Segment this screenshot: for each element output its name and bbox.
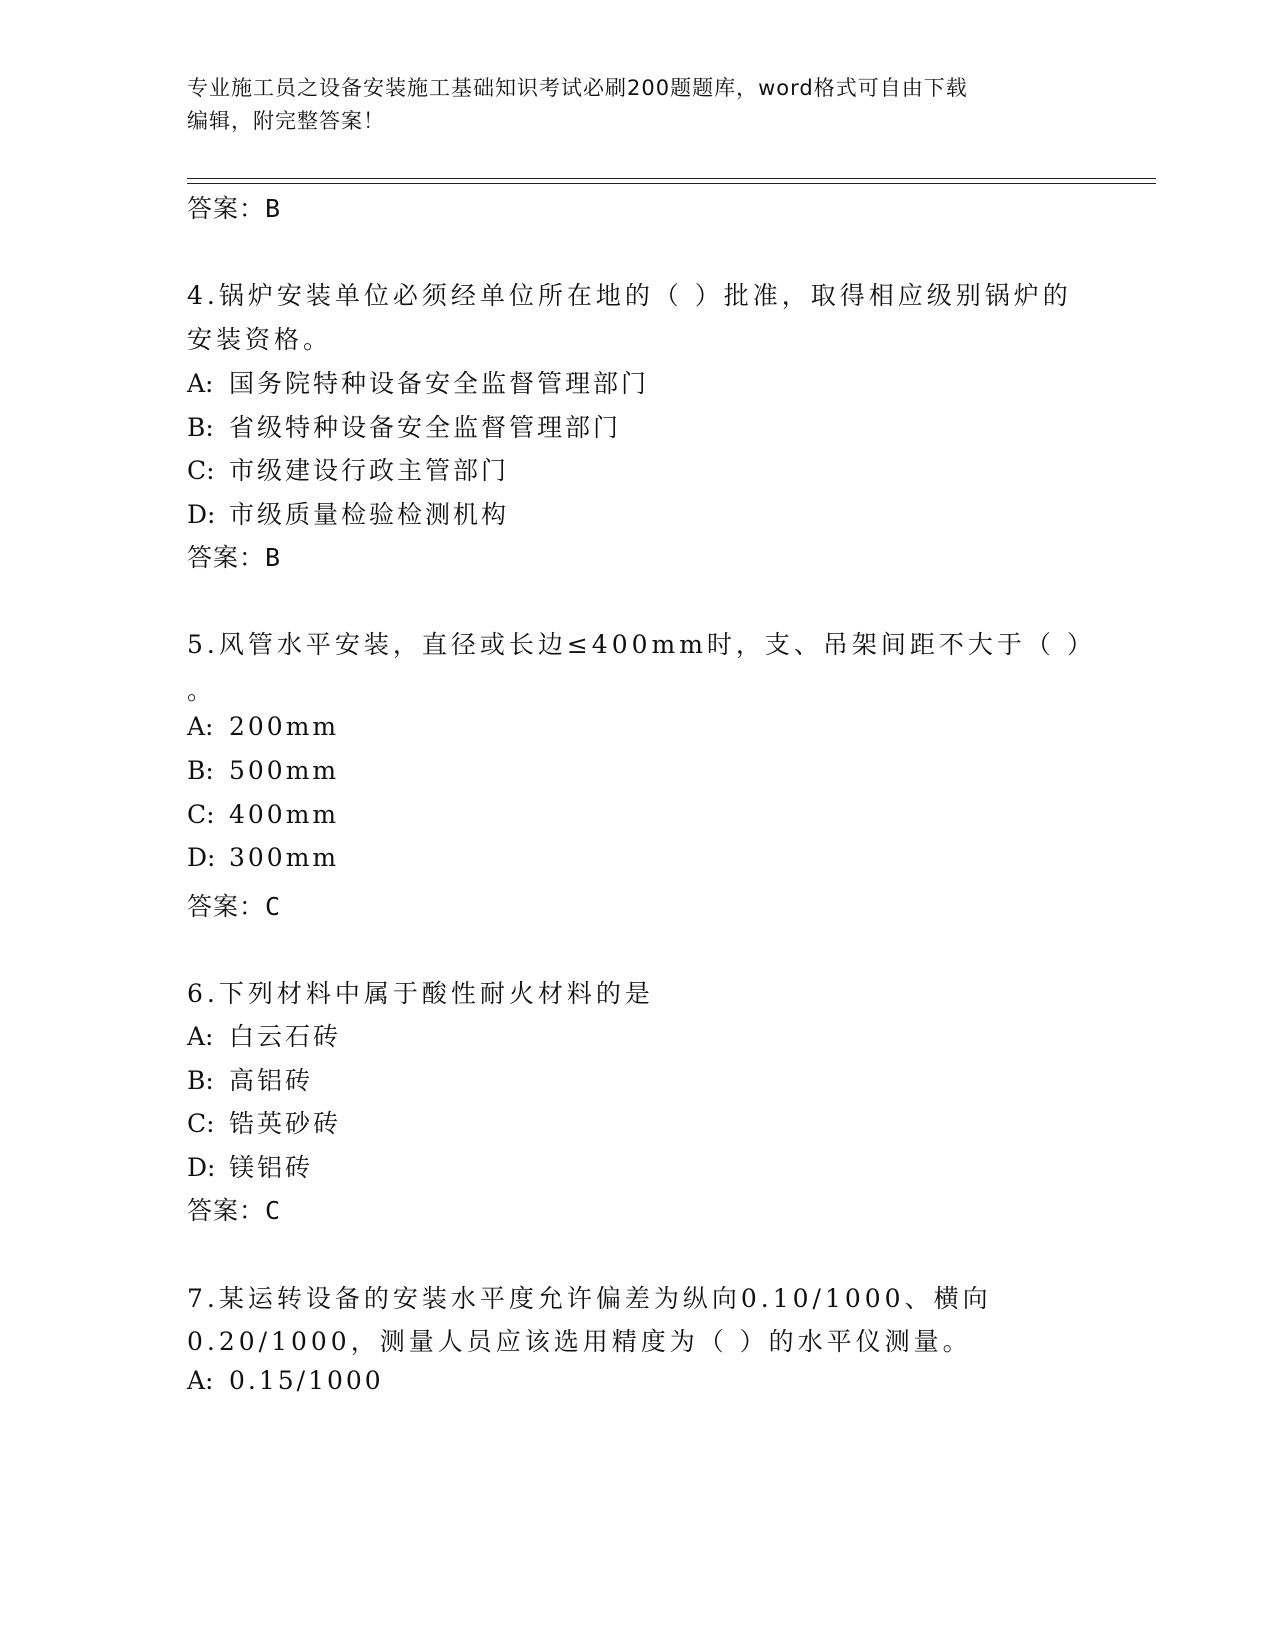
option-text: 锆英砂砖 bbox=[229, 1109, 342, 1138]
question-4-stem-line-2: 安装资格。 bbox=[187, 325, 333, 354]
question-5-option-d bbox=[187, 843, 339, 872]
option-key: A: bbox=[187, 1022, 214, 1051]
question-6-option-a bbox=[187, 1017, 341, 1053]
question-4-answer: 答案：B bbox=[187, 543, 282, 572]
option-key: A: bbox=[187, 712, 214, 741]
option-key: D: bbox=[187, 1153, 216, 1182]
question-6-stem-line-1: 6.下列材料中属于酸性耐火材料的是 bbox=[187, 979, 654, 1008]
option-text: 500mm bbox=[229, 756, 340, 785]
option-key: B: bbox=[187, 756, 214, 785]
header-divider-bottom bbox=[187, 183, 1156, 184]
option-text: 0.15/1000 bbox=[229, 1366, 384, 1395]
option-text: 市级建设行政主管部门 bbox=[229, 456, 510, 485]
question-5-option-a bbox=[187, 712, 339, 741]
option-key: B: bbox=[187, 413, 214, 442]
option-text: 高铝砖 bbox=[229, 1066, 314, 1095]
header-divider-top bbox=[187, 178, 1156, 179]
question-5-stem-line-2: 。 bbox=[187, 676, 217, 705]
question-4-option-d bbox=[187, 495, 509, 531]
option-text: 国务院特种设备安全监督管理部门 bbox=[229, 369, 650, 398]
option-key: C: bbox=[187, 456, 215, 485]
option-key: D: bbox=[187, 843, 216, 872]
question-5-option-c bbox=[187, 800, 339, 829]
question-4-option-a bbox=[187, 364, 649, 400]
option-text: 镁铝砖 bbox=[229, 1153, 314, 1182]
option-key: D: bbox=[187, 500, 216, 529]
option-text: 300mm bbox=[229, 843, 340, 872]
question-7-stem-line-2: 0.20/1000，测量人员应该选用精度为（ ）的水平仪测量。 bbox=[187, 1327, 972, 1356]
question-5-option-b bbox=[187, 756, 339, 785]
question-7-stem-line-1: 7.某运转设备的安装水平度允许偏差为纵向0.10/1000、横向 bbox=[187, 1284, 992, 1313]
option-key: A: bbox=[187, 1366, 214, 1395]
option-key: C: bbox=[187, 1109, 215, 1138]
question-6-option-b bbox=[187, 1061, 313, 1097]
question-4-option-c bbox=[187, 451, 509, 487]
option-key: A: bbox=[187, 369, 214, 398]
option-text: 市级质量检验检测机构 bbox=[229, 500, 510, 529]
option-text: 省级特种设备安全监督管理部门 bbox=[229, 413, 622, 442]
question-7-option-a bbox=[187, 1366, 384, 1395]
question-6-option-d bbox=[187, 1148, 313, 1184]
header-title-line-1: 专业施工员之设备安装施工基础知识考试必刷200题题库，word格式可自由下载 bbox=[187, 76, 968, 100]
option-text: 400mm bbox=[229, 800, 340, 829]
question-6-option-c bbox=[187, 1104, 341, 1140]
question-6-answer: 答案：C bbox=[187, 1196, 282, 1225]
document-header bbox=[187, 72, 1087, 138]
question-5-stem-line-1: 5.风管水平安装，直径或长边≤400mm时，支、吊架间距不大于（ ） bbox=[187, 630, 1096, 659]
header-title-line-2: 编辑，附完整答案！ bbox=[187, 109, 385, 133]
option-text: 白云石砖 bbox=[229, 1022, 342, 1051]
option-key: B: bbox=[187, 1066, 214, 1095]
answer-line: 答案：B bbox=[187, 194, 282, 223]
question-5-answer: 答案：C bbox=[187, 892, 282, 921]
option-key: C: bbox=[187, 800, 215, 829]
option-text: 200mm bbox=[229, 712, 340, 741]
question-4-option-b bbox=[187, 408, 621, 444]
question-4-stem-line-1: 4.锅炉安装单位必须经单位所在地的（ ）批准，取得相应级别锅炉的 bbox=[187, 281, 1072, 310]
